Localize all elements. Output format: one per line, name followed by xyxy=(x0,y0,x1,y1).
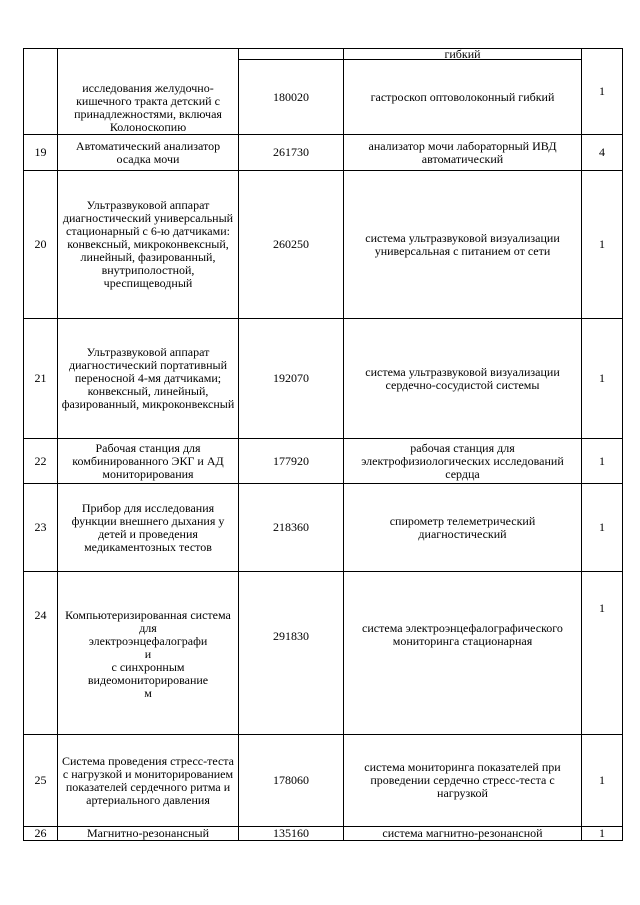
item-name-cell: Автоматический анализатор осадка мочи xyxy=(58,135,239,171)
type-cell: рабочая станция для электрофизиологических исследований сердца xyxy=(344,439,582,484)
item-name-cell: Прибор для исследования функции внешнего дыхания у детей и проведения медикаментозных тестов xyxy=(58,484,239,572)
table-row xyxy=(24,439,623,484)
table-row xyxy=(24,572,623,735)
item-name-cell xyxy=(58,49,239,135)
row-number-cell xyxy=(24,49,58,135)
table-row xyxy=(24,484,623,572)
type-cell: система электроэнцефалографического мониторинга стационарная xyxy=(344,572,582,735)
table-row xyxy=(24,171,623,319)
code-cell: 192070 xyxy=(239,319,344,439)
type-cell: анализатор мочи лабораторный ИВД автоматический xyxy=(344,135,582,171)
type-cell-top: гибкий xyxy=(344,49,582,60)
item-name-text: исследования желудочно-кишечного тракта детский с принадлежностями, включая Колоноскопию xyxy=(74,81,222,134)
code-cell-top xyxy=(239,49,344,60)
type-cell: гастроскоп оптоволоконный гибкий xyxy=(344,60,582,135)
row-number-cell: 25 xyxy=(24,735,58,827)
item-name-cell: Магнитно-резонансный xyxy=(58,827,239,841)
type-cell: система ультразвуковой визуализации универсальная с питанием от сети xyxy=(344,171,582,319)
quantity-cell: 1 xyxy=(582,49,623,135)
row-number-cell: 26 xyxy=(24,827,58,841)
equipment-table xyxy=(23,48,623,841)
quantity-cell: 1 xyxy=(582,484,623,572)
table-row xyxy=(24,319,623,439)
type-cell: система мониторинга показателей при проведении сердечно стресс-теста с нагрузкой xyxy=(344,735,582,827)
quantity-cell: 1 xyxy=(582,735,623,827)
code-cell: 260250 xyxy=(239,171,344,319)
quantity-cell: 1 xyxy=(582,827,623,841)
table-row xyxy=(24,49,623,60)
item-name-cell: Рабочая станция для комбинированного ЭКГ и АД мониторирования xyxy=(58,439,239,484)
table-row xyxy=(24,827,623,841)
row-number-cell: 20 xyxy=(24,171,58,319)
quantity-cell: 1 xyxy=(582,572,623,735)
quantity-cell: 4 xyxy=(582,135,623,171)
type-cell: система ультразвуковой визуализации сердечно-сосудистой системы xyxy=(344,319,582,439)
item-name-cell: Система проведения стресс-теста с нагрузкой и мониторированием показателей сердечного ритма и артериального давления xyxy=(58,735,239,827)
row-number-cell: 24 xyxy=(24,572,58,735)
code-cell: 135160 xyxy=(239,827,344,841)
row-number-cell: 23 xyxy=(24,484,58,572)
code-cell: 178060 xyxy=(239,735,344,827)
item-name-cell: Ультразвуковой аппарат диагностический портативный переносной 4-мя датчиками; конвексный, линейный, фазированный, микроконвексный xyxy=(58,319,239,439)
quantity-cell: 1 xyxy=(582,171,623,319)
type-cell: спирометр телеметрический диагностический xyxy=(344,484,582,572)
code-cell: 261730 xyxy=(239,135,344,171)
table-row xyxy=(24,735,623,827)
quantity-cell: 1 xyxy=(582,439,623,484)
type-cell: система магнитно-резонансной xyxy=(344,827,582,841)
item-name-cell: Ультразвуковой аппарат диагностический универсальный стационарный с 6-ю датчиками: конвексный, микроконвексный, линейный, фазированный, внутриполостной, чреспищеводный xyxy=(58,171,239,319)
row-number-cell: 22 xyxy=(24,439,58,484)
code-cell: 291830 xyxy=(239,572,344,735)
code-cell: 180020 xyxy=(239,60,344,135)
row-number-cell: 19 xyxy=(24,135,58,171)
table-row xyxy=(24,135,623,171)
code-cell: 218360 xyxy=(239,484,344,572)
code-cell: 177920 xyxy=(239,439,344,484)
item-name-cell: Компьютеризированная система для электроэнцефалографи и с синхронным видеомониторирование м xyxy=(58,572,239,735)
row-number-cell: 21 xyxy=(24,319,58,439)
quantity-cell: 1 xyxy=(582,319,623,439)
